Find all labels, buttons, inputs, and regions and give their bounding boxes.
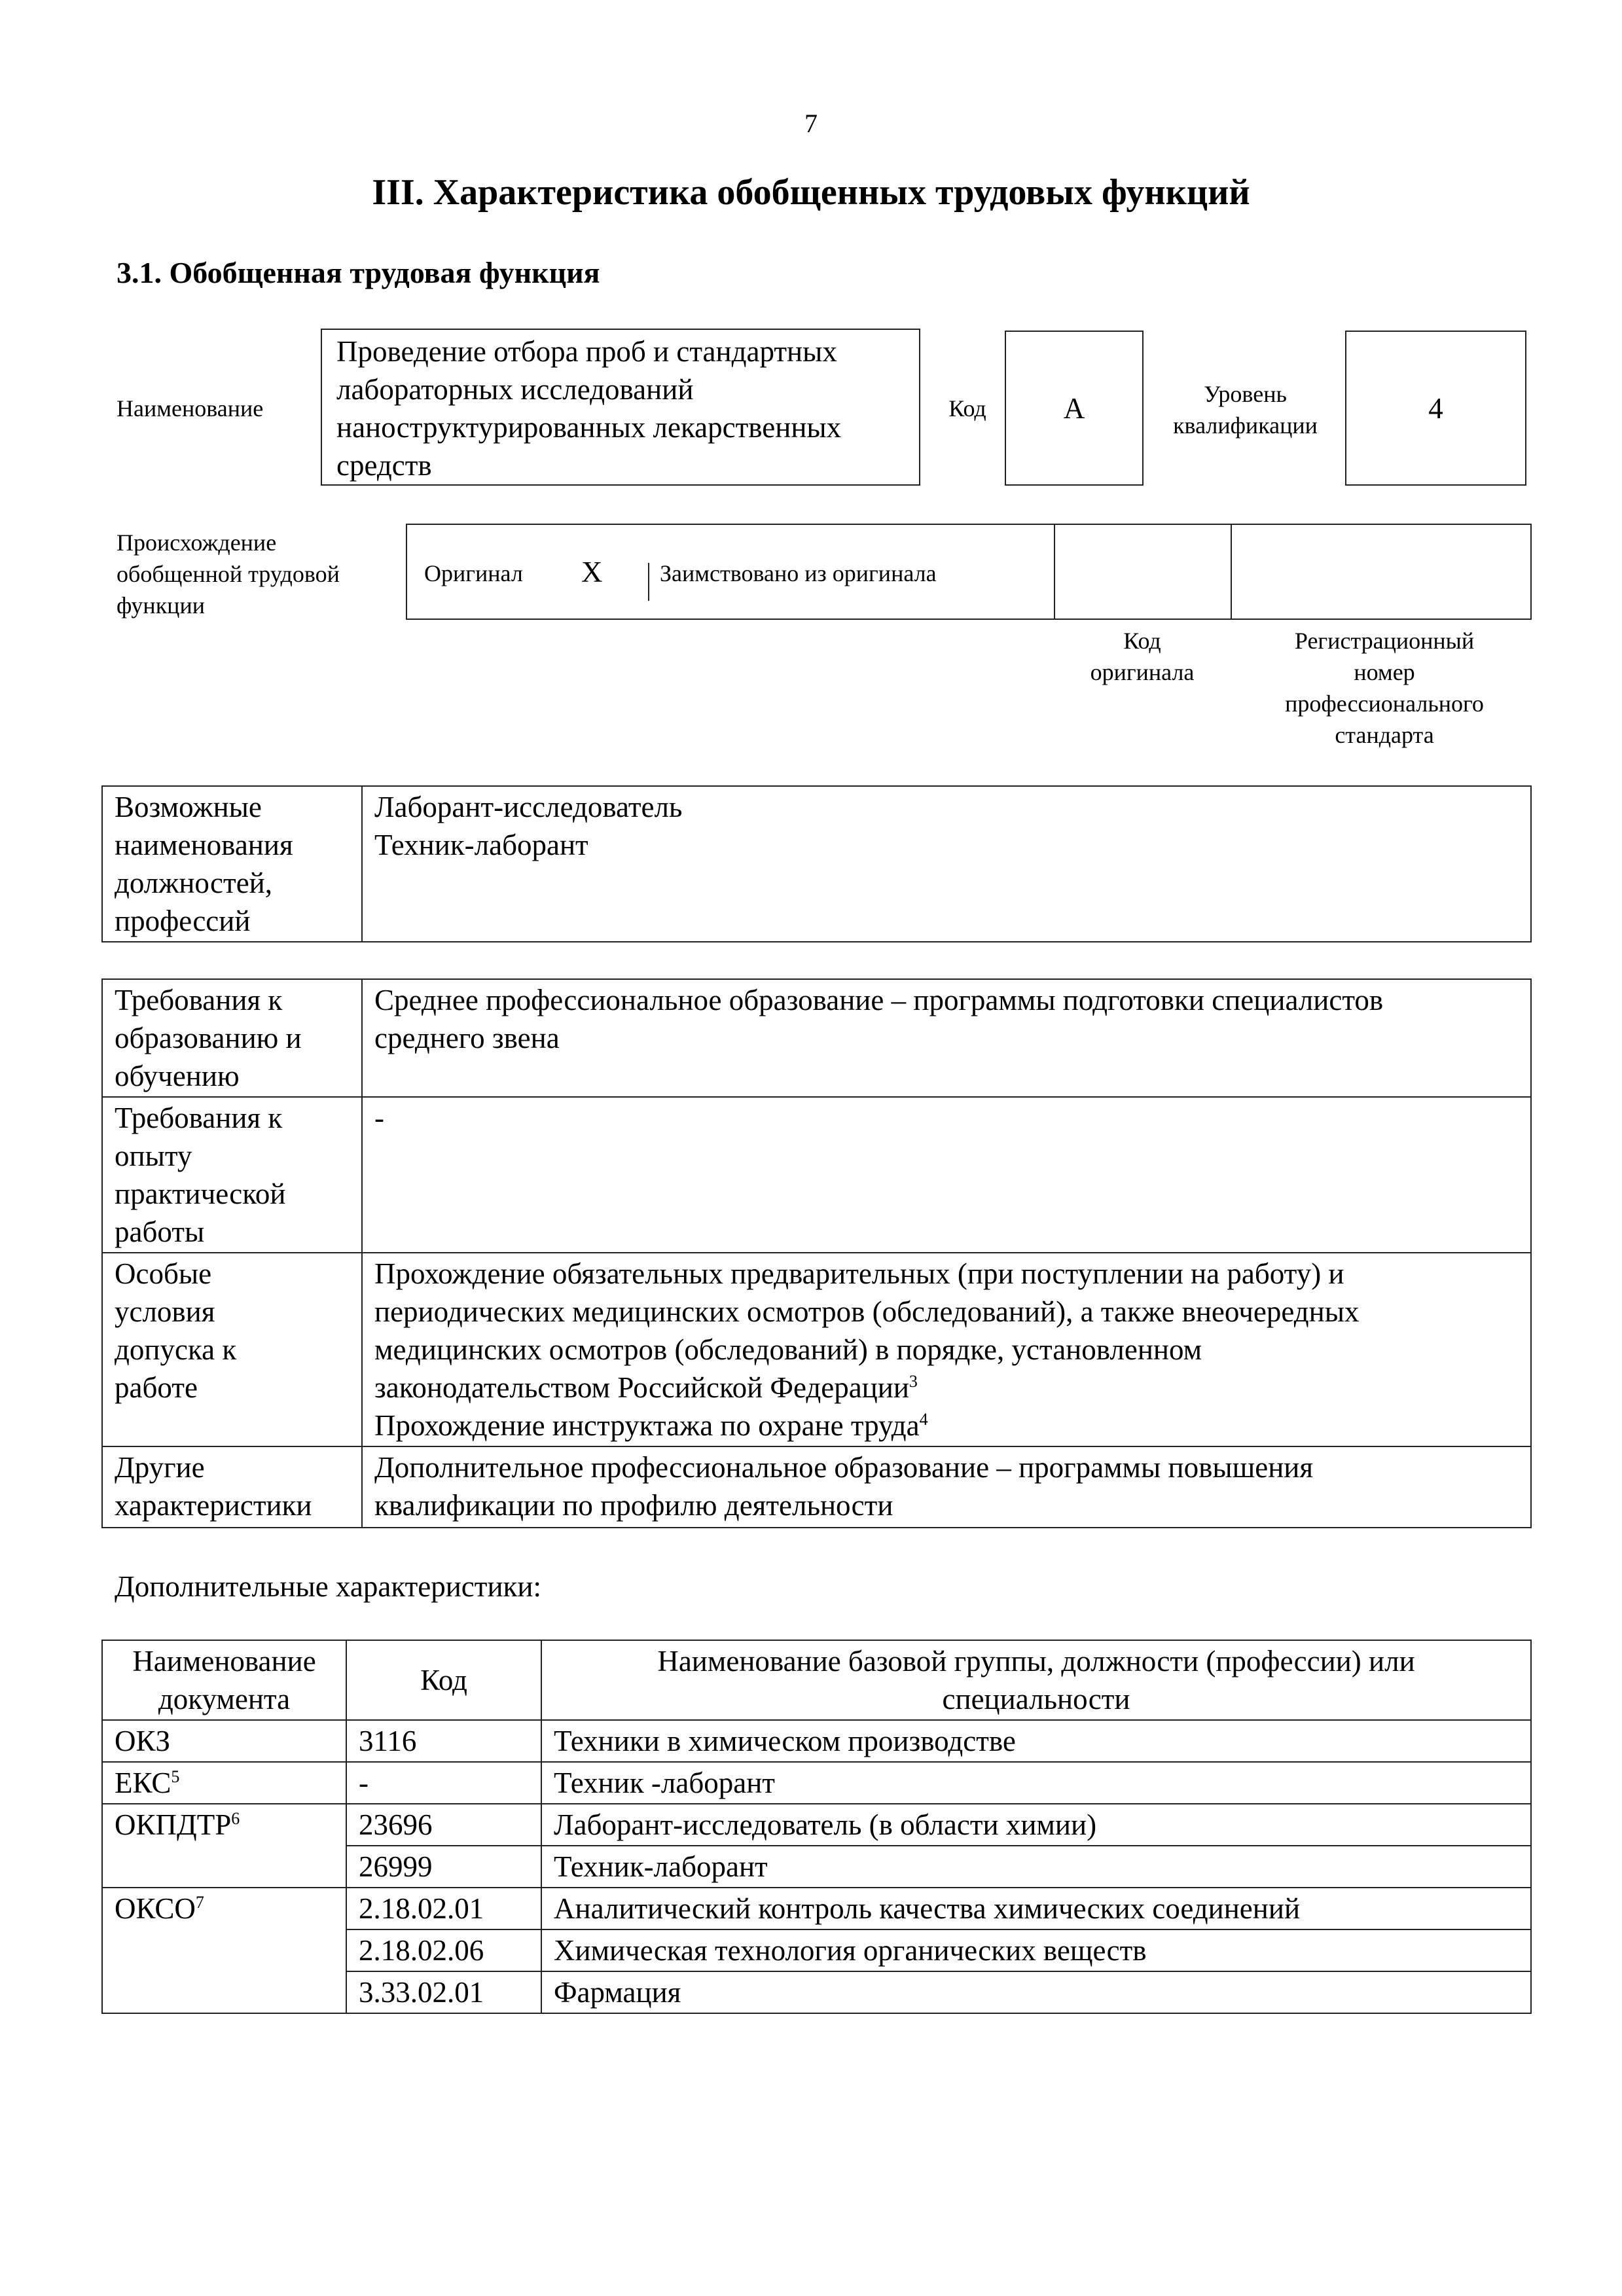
label-line: Возможные <box>115 791 262 823</box>
requirement-row-other <box>102 1446 1531 1528</box>
label-line: опыту <box>115 1139 192 1172</box>
group-name-cell: Химическая технология органических веществ <box>541 1929 1531 1971</box>
value-line: медицинских осмотров (обследований) в порядке, установленном <box>374 1333 1202 1366</box>
label-line: профессий <box>115 905 251 937</box>
qualification-level-label <box>1149 378 1342 441</box>
original-label: Оригинал <box>424 560 523 586</box>
qualification-level-value: 4 <box>1428 392 1443 425</box>
additional-row <box>102 1720 1531 1762</box>
requirement-row-education <box>102 979 1531 1097</box>
label-line: допуска к <box>115 1333 237 1366</box>
value-line: среднего звена <box>374 1022 560 1054</box>
code-cell: 3116 <box>346 1720 541 1762</box>
function-name-line: наноструктурированных лекарственных <box>336 411 842 444</box>
registration-number-caption <box>1237 625 1532 751</box>
group-name-cell: Фармация <box>541 1971 1531 2013</box>
requirement-row-experience <box>102 1097 1531 1253</box>
code-cell: 26999 <box>346 1846 541 1888</box>
positions-value-cell <box>362 786 1531 942</box>
original-checkmark: Х <box>581 556 603 588</box>
name-label: Наименование <box>117 395 264 422</box>
doc-name-cell <box>102 1762 346 1804</box>
caption-line: оригинала <box>1090 659 1195 685</box>
requirement-row-admission <box>102 1253 1531 1446</box>
header-group-name <box>541 1640 1531 1720</box>
function-name-box <box>321 329 920 486</box>
requirement-label <box>102 979 362 1097</box>
origin-label-line: обобщенной трудовой <box>117 561 340 587</box>
header-line: Наименование <box>132 1645 316 1677</box>
position-name: Лаборант-исследователь <box>374 791 683 823</box>
group-name-cell: Лаборант-исследователь (в области химии) <box>541 1804 1531 1846</box>
requirement-label <box>102 1446 362 1528</box>
positions-row <box>102 786 1531 942</box>
header-code: Код <box>346 1640 541 1720</box>
function-name-text <box>336 332 841 484</box>
requirement-value <box>362 1446 1531 1528</box>
doc-name-cell <box>102 1804 346 1888</box>
requirement-value <box>362 979 1531 1097</box>
footnote-ref[interactable]: 5 <box>171 1767 180 1786</box>
function-name-line: средств <box>336 449 432 482</box>
group-name-cell: Техник-лаборант <box>541 1846 1531 1888</box>
additional-header-row <box>102 1640 1531 1720</box>
code-cell: 23696 <box>346 1804 541 1846</box>
group-name-cell: Техники в химическом производстве <box>541 1720 1531 1762</box>
origin-divider <box>648 563 649 601</box>
footnote-ref[interactable]: 3 <box>909 1372 918 1391</box>
additional-heading: Дополнительные характеристики: <box>115 1570 541 1603</box>
label-line: Требования к <box>115 984 283 1016</box>
code-cell: 2.18.02.01 <box>346 1888 541 1929</box>
subsection-title: 3.1. Обобщенная трудовая функция <box>117 256 600 289</box>
header-doc-name <box>102 1640 346 1720</box>
label-line: условия <box>115 1295 215 1328</box>
code-box <box>1005 331 1144 486</box>
origin-label <box>117 527 340 621</box>
header-line: специальности <box>942 1683 1130 1715</box>
value-line: - <box>374 1102 384 1134</box>
value-line: квалификации по профилю деятельности <box>374 1489 893 1522</box>
positions-table <box>101 785 1532 942</box>
code-cell: 3.33.02.01 <box>346 1971 541 2013</box>
label-line: образованию и <box>115 1022 302 1054</box>
value-line <box>374 1369 1519 1407</box>
position-name: Техник-лаборант <box>374 829 588 861</box>
requirement-value <box>362 1097 1531 1253</box>
label-line: характеристики <box>115 1489 312 1522</box>
level-label-line: Уровень <box>1204 381 1287 407</box>
additional-row <box>102 1762 1531 1804</box>
code-value: А <box>1063 392 1085 425</box>
label-line: Требования к <box>115 1102 283 1134</box>
requirement-label <box>102 1253 362 1446</box>
doc-name-cell <box>102 1720 346 1762</box>
value-line <box>374 1407 1519 1444</box>
page-number: 7 <box>804 109 818 138</box>
code-label: Код <box>948 395 986 422</box>
doc-name: ОКСО <box>115 1892 196 1925</box>
label-line: работы <box>115 1215 205 1248</box>
header-line: Наименование базовой группы, должности (профессии) или <box>657 1645 1415 1677</box>
label-line: практической <box>115 1177 286 1210</box>
footnote-ref[interactable]: 7 <box>195 1893 204 1912</box>
caption-line: номер <box>1354 659 1415 685</box>
group-name-cell: Аналитический контроль качества химических соединений <box>541 1888 1531 1929</box>
qualification-level-box <box>1345 331 1526 486</box>
requirement-value <box>362 1253 1531 1446</box>
value-text: Прохождение инструктажа по охране труда <box>374 1409 920 1442</box>
requirements-table <box>101 978 1532 1528</box>
caption-line: Код <box>1123 628 1161 654</box>
additional-row <box>102 1804 1531 1846</box>
label-line: Особые <box>115 1257 212 1290</box>
code-cell: 2.18.02.06 <box>346 1929 541 1971</box>
footnote-ref[interactable]: 6 <box>231 1809 240 1828</box>
original-code-field <box>1055 525 1229 619</box>
group-name-cell: Техник -лаборант <box>541 1762 1531 1804</box>
level-label-line: квалификации <box>1173 412 1318 439</box>
value-line: Прохождение обязательных предварительных (при поступлении на работу) и <box>374 1257 1344 1290</box>
doc-name: ЕКС <box>115 1767 171 1799</box>
label-line: должностей, <box>115 867 272 899</box>
value-line: Среднее профессиональное образование – программы подготовки специалистов <box>374 984 1384 1016</box>
original-code-caption <box>1060 625 1224 688</box>
borrowed-label: Заимствовано из оригинала <box>660 560 937 586</box>
doc-name: ОКЗ <box>115 1725 171 1757</box>
origin-label-line: Происхождение <box>117 529 277 556</box>
function-name-line: лабораторных исследований <box>336 373 694 406</box>
label-line: Другие <box>115 1451 205 1484</box>
function-name-line: Проведение отбора проб и стандартных <box>336 335 837 368</box>
origin-label-line: функции <box>117 592 205 619</box>
label-line: наименования <box>115 829 293 861</box>
additional-table <box>101 1640 1532 2014</box>
code-cell: - <box>346 1762 541 1804</box>
caption-line: Регистрационный <box>1294 628 1475 654</box>
value-line: Дополнительное профессиональное образование – программы повышения <box>374 1451 1314 1484</box>
requirement-label <box>102 1097 362 1253</box>
doc-name-cell <box>102 1888 346 2013</box>
caption-line: стандарта <box>1335 722 1434 748</box>
label-line: работе <box>115 1371 198 1404</box>
doc-name: ОКПДТР <box>115 1808 232 1841</box>
value-text: законодательством Российской Федерации <box>374 1371 909 1404</box>
section-title: III. Характеристика обобщенных трудовых функций <box>372 172 1250 213</box>
header-line: документа <box>158 1683 291 1715</box>
positions-label-cell <box>102 786 362 942</box>
registration-number-field <box>1232 525 1530 619</box>
footnote-ref[interactable]: 4 <box>919 1410 928 1429</box>
caption-line: профессионального <box>1285 691 1484 717</box>
additional-row <box>102 1888 1531 1929</box>
value-line: периодических медицинских осмотров (обследований), а также внеочередных <box>374 1295 1360 1328</box>
label-line: обучению <box>115 1060 240 1092</box>
